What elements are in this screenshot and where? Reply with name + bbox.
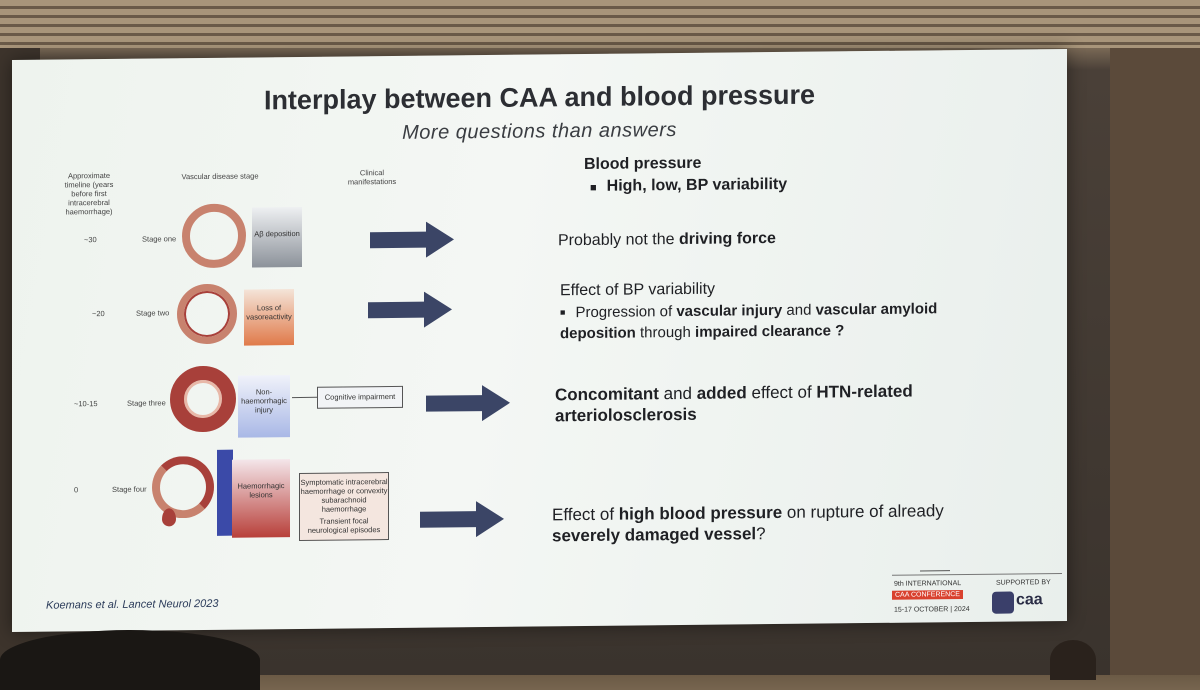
row2-stage: Stage two	[136, 308, 170, 318]
row3-b1: Concomitant	[555, 384, 659, 405]
row3-stage: Stage three	[127, 398, 166, 408]
row3-time: ~10-15	[74, 399, 98, 409]
row2-mid: and	[782, 301, 816, 319]
row4-clinical-line1: Symptomatic intracerebral haemorrhage or convexity subarachnoid haemorrhage	[300, 477, 388, 514]
vessel-ring-stage3	[170, 366, 236, 433]
row3-clinical: Cognitive impairment	[317, 386, 403, 409]
row3-b2: added	[696, 383, 747, 403]
row4-clinical-line2: Transient focal neurological episodes	[307, 516, 381, 535]
row4-time: 0	[74, 485, 79, 495]
slide-subtitle: More questions than answers	[402, 119, 677, 144]
arrow-row2-icon	[368, 291, 452, 328]
row4-stage: Stage four	[112, 484, 147, 494]
row3-text	[555, 380, 975, 426]
row2-b2: vascular amyloid deposition	[560, 300, 938, 343]
row4-box: Haemorrhagic lesions	[232, 459, 290, 538]
city-skyline-icon	[920, 560, 950, 571]
clinical-header: Clinical manifestations	[347, 168, 397, 187]
row2-end: ?	[830, 322, 845, 340]
conf-line2: CAA CONFERENCE	[892, 590, 963, 600]
row3-box: Non-haemorrhagic injury	[238, 375, 290, 438]
row3-mid: and	[658, 383, 697, 404]
row4-b1: high blood pressure	[618, 502, 783, 524]
row4-clinical	[299, 472, 389, 541]
caa-logo-text: caa	[1016, 591, 1043, 609]
ceiling	[0, 0, 1200, 48]
row1-text	[558, 228, 776, 251]
row1-box: Aβ deposition	[252, 207, 302, 268]
projection-screen	[12, 49, 1067, 632]
row4-mid: on rupture of already	[782, 501, 944, 522]
row2-bullet: ■ Progression of vascular injury and vascular amyloid deposition through impaired clearance ?	[560, 300, 938, 343]
slide-title: Interplay between CAA and blood pressure	[263, 79, 816, 116]
bp-heading: Blood pressure	[584, 154, 702, 174]
row2-box: Loss of vasoreactivity	[244, 289, 294, 346]
supported-by: SUPPORTED BY	[996, 579, 1051, 587]
row4-blue-bar	[217, 450, 233, 536]
row1-text-pre: Probably not the	[558, 231, 679, 250]
blood-drop-icon	[162, 508, 176, 526]
connector-line	[292, 397, 317, 398]
row2-pre: Progression of	[575, 303, 677, 322]
wall-right	[1110, 48, 1200, 675]
conf-dates: 15-17 OCTOBER | 2024	[894, 605, 970, 614]
row2-mid2: through	[635, 323, 696, 342]
row2-b1: vascular injury	[676, 301, 783, 321]
vessel-ring-stage2	[177, 284, 237, 345]
row4-pre: Effect of	[552, 504, 619, 525]
row2-b3: impaired clearance	[695, 322, 831, 341]
row1-time: ~30	[84, 235, 97, 245]
arrow-row1-icon	[370, 221, 454, 258]
timeline-header: Approximate timeline (years before first intracerebral haemorrhage)	[64, 170, 114, 217]
footer-divider	[892, 573, 1062, 576]
row2-time: ~20	[92, 309, 105, 319]
bp-bullet-text: High, low, BP variability	[606, 175, 788, 195]
row1-stage: Stage one	[142, 234, 177, 244]
caa-logo-icon	[992, 592, 1014, 614]
conf-line1: 9th INTERNATIONAL	[894, 580, 962, 588]
row3-mid2: effect of	[746, 382, 817, 403]
arrow-row3-icon	[426, 385, 510, 422]
row3-b3: HTN-related arteriolosclerosis	[555, 381, 913, 426]
vessel-ring-stage1	[182, 204, 246, 269]
speaker-head-right	[1050, 640, 1096, 680]
arrow-row4-icon	[420, 501, 504, 538]
row4-b2: severely damaged vessel	[552, 524, 757, 546]
vessel-ring-stage4	[152, 456, 214, 519]
citation: Koemans et al. Lancet Neurol 2023	[46, 597, 219, 612]
audience-head-left	[0, 630, 260, 690]
row2-heading: Effect of BP variability	[560, 280, 716, 300]
row1-text-bold: driving force	[678, 230, 776, 249]
row4-end: ?	[756, 524, 766, 544]
conference-footer	[892, 559, 1062, 621]
bp-bullet: ■ High, low, BP variability	[590, 175, 788, 195]
row4-text	[552, 500, 982, 547]
stage-header: Vascular disease stage	[181, 171, 259, 182]
